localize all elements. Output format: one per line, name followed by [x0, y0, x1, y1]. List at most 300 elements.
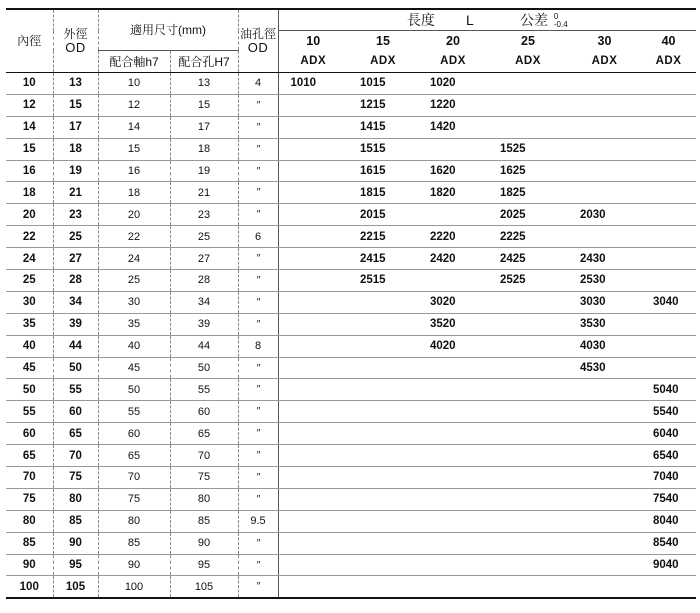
part-number-cell-L20: [418, 270, 488, 292]
inner-diameter-cell: 24: [6, 248, 53, 270]
part-number-cell-L40: 8040: [641, 510, 696, 532]
part-number-cell-L30: 2530: [568, 270, 641, 292]
header-shaft: [98, 51, 170, 73]
hole-H7-cell: 28: [170, 270, 238, 292]
part-number-cell-L15: [348, 445, 418, 467]
tolerance-upper: 0: [553, 12, 559, 22]
hole-H7-cell: 50: [170, 357, 238, 379]
oil-hole-cell: ″: [238, 379, 278, 401]
table-row: [6, 554, 696, 576]
hole-H7-cell: 21: [170, 182, 238, 204]
outer-diameter-cell: 90: [53, 532, 98, 554]
part-number-cell-L15: [348, 554, 418, 576]
outer-diameter-cell: 27: [53, 248, 98, 270]
series-header-10: ADX: [278, 51, 348, 73]
shaft-h7-cell: 16: [98, 160, 170, 182]
part-number-cell-L15: [348, 488, 418, 510]
part-number-cell-L30: [568, 488, 641, 510]
shaft-h7-cell: 55: [98, 401, 170, 423]
part-number-cell-L25: [488, 379, 568, 401]
series-header-30: ADX: [568, 51, 641, 73]
part-number-cell-L25: 1625: [488, 160, 568, 182]
hole-H7-cell: 17: [170, 116, 238, 138]
hole-H7-cell: 70: [170, 445, 238, 467]
part-number-cell-L25: [488, 335, 568, 357]
inner-diameter-cell: 25: [6, 270, 53, 292]
header-outer-od-label: OD: [65, 40, 86, 55]
header-outer-diameter: [53, 9, 98, 73]
part-number-cell-L10: [278, 379, 348, 401]
part-number-cell-L25: 2425: [488, 248, 568, 270]
part-number-cell-L15: 1615: [348, 160, 418, 182]
part-number-cell-L25: 2525: [488, 270, 568, 292]
oil-hole-cell: ″: [238, 423, 278, 445]
oil-hole-cell: ″: [238, 182, 278, 204]
part-number-cell-L20: 1220: [418, 94, 488, 116]
part-number-cell-L40: [641, 160, 696, 182]
part-number-cell-L20: [418, 423, 488, 445]
part-number-cell-L25: [488, 467, 568, 489]
part-number-cell-L15: 1415: [348, 116, 418, 138]
hole-H7-cell: 34: [170, 291, 238, 313]
part-number-cell-L20: 2220: [418, 226, 488, 248]
inner-diameter-cell: 40: [6, 335, 53, 357]
part-number-cell-L40: [641, 270, 696, 292]
outer-diameter-cell: 28: [53, 270, 98, 292]
part-number-cell-L20: 1420: [418, 116, 488, 138]
inner-diameter-cell: 45: [6, 357, 53, 379]
hole-H7-cell: 105: [170, 576, 238, 598]
shaft-h7-cell: 75: [98, 488, 170, 510]
hole-H7-cell: 44: [170, 335, 238, 357]
header-oil-od-label: OD: [247, 40, 269, 55]
table-row: [6, 94, 696, 116]
part-number-cell-L15: 1515: [348, 138, 418, 160]
shaft-h7-cell: 45: [98, 357, 170, 379]
hole-H7-cell: 90: [170, 532, 238, 554]
header-inner-diameter: [6, 9, 53, 73]
part-number-cell-L20: [418, 554, 488, 576]
oil-hole-cell: ″: [238, 248, 278, 270]
length-header-10: 10: [306, 33, 321, 48]
inner-diameter-cell: 75: [6, 488, 53, 510]
part-number-cell-L20: [418, 532, 488, 554]
outer-diameter-cell: 105: [53, 576, 98, 598]
part-number-cell-L40: [641, 226, 696, 248]
header-inner-label: 內徑: [17, 34, 42, 48]
part-number-cell-L10: [278, 291, 348, 313]
hole-H7-cell: 75: [170, 467, 238, 489]
part-number-cell-L15: 1015: [348, 73, 418, 95]
length-header-20: 20: [446, 33, 460, 48]
table-row: [6, 313, 696, 335]
part-number-cell-L20: [418, 510, 488, 532]
part-number-cell-L25: 1825: [488, 182, 568, 204]
oil-hole-cell: ″: [238, 94, 278, 116]
part-number-cell-L25: [488, 423, 568, 445]
part-number-cell-L20: 3520: [418, 313, 488, 335]
part-number-cell-L10: [278, 510, 348, 532]
hole-H7-cell: 65: [170, 423, 238, 445]
oil-hole-cell: ″: [238, 467, 278, 489]
table-row: [6, 335, 696, 357]
part-number-cell-L25: [488, 532, 568, 554]
oil-hole-cell: ″: [238, 270, 278, 292]
table-row: [6, 73, 696, 95]
outer-diameter-cell: 80: [53, 488, 98, 510]
part-number-cell-L25: [488, 510, 568, 532]
oil-hole-cell: ″: [238, 488, 278, 510]
hole-H7-cell: 13: [170, 73, 238, 95]
part-number-cell-L40: 3040: [641, 291, 696, 313]
length-header-40: 40: [661, 33, 676, 48]
part-number-cell-L30: 2430: [568, 248, 641, 270]
part-number-cell-L40: [641, 357, 696, 379]
table-body: [6, 73, 696, 598]
inner-diameter-cell: 55: [6, 401, 53, 423]
part-number-cell-L15: [348, 532, 418, 554]
part-number-cell-L30: [568, 554, 641, 576]
bushing-size-table: [6, 8, 696, 599]
part-number-cell-L30: [568, 510, 641, 532]
part-number-cell-L30: [568, 445, 641, 467]
outer-diameter-cell: 23: [53, 204, 98, 226]
table-row: [6, 160, 696, 182]
shaft-h7-cell: 80: [98, 510, 170, 532]
inner-diameter-cell: 80: [6, 510, 53, 532]
part-number-cell-L30: 3030: [568, 291, 641, 313]
part-number-cell-L40: 6540: [641, 445, 696, 467]
part-number-cell-L40: 9040: [641, 554, 696, 576]
outer-diameter-cell: 25: [53, 226, 98, 248]
part-number-cell-L15: [348, 335, 418, 357]
part-number-cell-L10: [278, 116, 348, 138]
inner-diameter-cell: 14: [6, 116, 53, 138]
part-number-cell-L10: [278, 226, 348, 248]
part-number-cell-L40: [641, 138, 696, 160]
part-number-cell-L30: 2030: [568, 204, 641, 226]
inner-diameter-cell: 15: [6, 138, 53, 160]
outer-diameter-cell: 75: [53, 467, 98, 489]
part-number-cell-L20: [418, 445, 488, 467]
header-length-group: [278, 9, 696, 31]
table-row: [6, 379, 696, 401]
header-fit-size: [98, 9, 238, 51]
part-number-cell-L30: [568, 160, 641, 182]
oil-hole-cell: ″: [238, 204, 278, 226]
header-oil-label: 油孔徑: [239, 27, 276, 41]
oil-hole-cell: ″: [238, 116, 278, 138]
part-number-cell-L10: [278, 532, 348, 554]
part-number-cell-L30: 3530: [568, 313, 641, 335]
part-number-cell-L40: [641, 576, 696, 598]
shaft-h7-cell: 22: [98, 226, 170, 248]
part-number-cell-L20: 1020: [418, 73, 488, 95]
header-shaft-label: 配合軸h7: [109, 54, 159, 69]
oil-hole-cell: ″: [238, 576, 278, 598]
part-number-cell-L25: [488, 313, 568, 335]
part-number-cell-L10: [278, 445, 348, 467]
table-row: [6, 576, 696, 598]
hole-H7-cell: 85: [170, 510, 238, 532]
part-number-cell-L25: [488, 73, 568, 95]
table-row: [6, 423, 696, 445]
shaft-h7-cell: 30: [98, 291, 170, 313]
outer-diameter-cell: 15: [53, 94, 98, 116]
part-number-cell-L10: [278, 554, 348, 576]
sub-header-row: [6, 51, 696, 73]
shaft-h7-cell: 10: [98, 73, 170, 95]
inner-diameter-cell: 30: [6, 291, 53, 313]
oil-hole-cell: ″: [238, 313, 278, 335]
part-number-cell-L20: [418, 379, 488, 401]
series-header-40: ADX: [641, 51, 696, 73]
shaft-h7-cell: 60: [98, 423, 170, 445]
outer-diameter-cell: 39: [53, 313, 98, 335]
outer-diameter-cell: 85: [53, 510, 98, 532]
part-number-cell-L15: [348, 510, 418, 532]
shaft-h7-cell: 24: [98, 248, 170, 270]
oil-hole-cell: 4: [238, 73, 278, 95]
part-number-cell-L15: [348, 423, 418, 445]
part-number-cell-L20: [418, 576, 488, 598]
part-number-cell-L20: [418, 467, 488, 489]
table-row: [6, 116, 696, 138]
header-outer-label: 外徑: [63, 27, 88, 41]
part-number-cell-L30: 4530: [568, 357, 641, 379]
part-number-cell-L10: [278, 357, 348, 379]
part-number-cell-L15: [348, 379, 418, 401]
inner-diameter-cell: 10: [6, 73, 53, 95]
part-number-cell-L10: [278, 576, 348, 598]
shaft-h7-cell: 40: [98, 335, 170, 357]
part-number-cell-L40: [641, 313, 696, 335]
shaft-h7-cell: 15: [98, 138, 170, 160]
part-number-cell-L40: 6040: [641, 423, 696, 445]
hole-H7-cell: 27: [170, 248, 238, 270]
shaft-h7-cell: 70: [98, 467, 170, 489]
part-number-cell-L30: [568, 401, 641, 423]
part-number-cell-L10: [278, 248, 348, 270]
part-number-cell-L10: [278, 182, 348, 204]
part-number-cell-L15: [348, 467, 418, 489]
table-row: [6, 488, 696, 510]
table-row: [6, 204, 696, 226]
part-number-cell-L20: [418, 401, 488, 423]
outer-diameter-cell: 60: [53, 401, 98, 423]
part-number-cell-L40: [641, 94, 696, 116]
tolerance-lower: -0.4: [553, 20, 568, 30]
part-number-cell-L40: [641, 116, 696, 138]
inner-diameter-cell: 60: [6, 423, 53, 445]
hole-H7-cell: 15: [170, 94, 238, 116]
bushing-size-table-container: [6, 8, 696, 599]
oil-hole-cell: 8: [238, 335, 278, 357]
part-number-cell-L10: [278, 160, 348, 182]
part-number-cell-L10: [278, 204, 348, 226]
inner-diameter-cell: 50: [6, 379, 53, 401]
inner-diameter-cell: 20: [6, 204, 53, 226]
oil-hole-cell: ″: [238, 138, 278, 160]
part-number-cell-L40: 7040: [641, 467, 696, 489]
part-number-cell-L10: [278, 138, 348, 160]
length-header-15: 15: [376, 33, 390, 48]
part-number-cell-L40: [641, 204, 696, 226]
outer-diameter-cell: 44: [53, 335, 98, 357]
table-row: [6, 291, 696, 313]
part-number-cell-L20: [418, 357, 488, 379]
part-number-cell-L30: [568, 423, 641, 445]
part-number-cell-L25: [488, 116, 568, 138]
part-number-cell-L20: [418, 138, 488, 160]
table-row: [6, 445, 696, 467]
part-number-cell-L25: 1525: [488, 138, 568, 160]
oil-hole-cell: ″: [238, 357, 278, 379]
shaft-h7-cell: 90: [98, 554, 170, 576]
part-number-cell-L20: 1620: [418, 160, 488, 182]
header-hole-label: 配合孔H7: [178, 54, 230, 69]
part-number-cell-L15: 2515: [348, 270, 418, 292]
part-number-cell-L20: [418, 488, 488, 510]
hole-H7-cell: 19: [170, 160, 238, 182]
part-number-cell-L40: [641, 248, 696, 270]
table-row: [6, 226, 696, 248]
oil-hole-cell: ″: [238, 445, 278, 467]
part-number-cell-L25: [488, 554, 568, 576]
part-number-cell-L10: [278, 94, 348, 116]
outer-diameter-cell: 65: [53, 423, 98, 445]
part-number-cell-L30: [568, 182, 641, 204]
inner-diameter-cell: 85: [6, 532, 53, 554]
table-row: [6, 401, 696, 423]
oil-hole-cell: 6: [238, 226, 278, 248]
outer-diameter-cell: 19: [53, 160, 98, 182]
part-number-cell-L25: [488, 576, 568, 598]
part-number-cell-L10: [278, 401, 348, 423]
part-number-cell-L30: [568, 379, 641, 401]
oil-hole-cell: ″: [238, 532, 278, 554]
part-number-cell-L10: [278, 488, 348, 510]
outer-diameter-cell: 50: [53, 357, 98, 379]
length-header-30: 30: [597, 33, 612, 48]
part-number-cell-L40: [641, 73, 696, 95]
part-number-cell-L15: [348, 291, 418, 313]
table-row: [6, 270, 696, 292]
inner-diameter-cell: 12: [6, 94, 53, 116]
part-number-cell-L30: [568, 467, 641, 489]
part-number-cell-L15: 1815: [348, 182, 418, 204]
part-number-cell-L30: [568, 138, 641, 160]
hole-H7-cell: 80: [170, 488, 238, 510]
part-number-cell-L15: 2215: [348, 226, 418, 248]
shaft-h7-cell: 65: [98, 445, 170, 467]
part-number-cell-L10: [278, 423, 348, 445]
shaft-h7-cell: 12: [98, 94, 170, 116]
shaft-h7-cell: 25: [98, 270, 170, 292]
part-number-cell-L10: [278, 467, 348, 489]
part-number-cell-L10: 1010: [278, 73, 348, 95]
outer-diameter-cell: 55: [53, 379, 98, 401]
hole-H7-cell: 39: [170, 313, 238, 335]
part-number-cell-L30: [568, 226, 641, 248]
length-header-25: 25: [521, 33, 535, 48]
outer-diameter-cell: 17: [53, 116, 98, 138]
header-length-title: 長度: [406, 12, 435, 28]
part-number-cell-L30: 4030: [568, 335, 641, 357]
shaft-h7-cell: 20: [98, 204, 170, 226]
table-row: [6, 182, 696, 204]
shaft-h7-cell: 18: [98, 182, 170, 204]
inner-diameter-cell: 70: [6, 467, 53, 489]
part-number-cell-L30: [568, 73, 641, 95]
part-number-cell-L30: [568, 576, 641, 598]
outer-diameter-cell: 34: [53, 291, 98, 313]
part-number-cell-L20: 3020: [418, 291, 488, 313]
part-number-cell-L40: 7540: [641, 488, 696, 510]
part-number-cell-L20: [418, 204, 488, 226]
shaft-h7-cell: 14: [98, 116, 170, 138]
table-row: [6, 248, 696, 270]
header-fit-label: 適用尺寸(mm): [130, 23, 206, 37]
header-tolerance-label: 公差: [519, 12, 548, 28]
header-length-symbol: L: [466, 12, 474, 28]
part-number-cell-L15: 2015: [348, 204, 418, 226]
part-number-cell-L40: [641, 335, 696, 357]
shaft-h7-cell: 85: [98, 532, 170, 554]
inner-diameter-cell: 18: [6, 182, 53, 204]
hole-H7-cell: 23: [170, 204, 238, 226]
table-row: [6, 138, 696, 160]
part-number-cell-L25: [488, 488, 568, 510]
hole-H7-cell: 55: [170, 379, 238, 401]
part-number-cell-L15: [348, 313, 418, 335]
part-number-cell-L40: 8540: [641, 532, 696, 554]
hole-H7-cell: 95: [170, 554, 238, 576]
series-header-20: ADX: [418, 51, 488, 73]
part-number-cell-L15: [348, 576, 418, 598]
outer-diameter-cell: 18: [53, 138, 98, 160]
table-row: [6, 532, 696, 554]
outer-diameter-cell: 13: [53, 73, 98, 95]
part-number-cell-L25: [488, 94, 568, 116]
outer-diameter-cell: 21: [53, 182, 98, 204]
series-header-25: ADX: [488, 51, 568, 73]
part-number-cell-L10: [278, 313, 348, 335]
part-number-cell-L25: [488, 401, 568, 423]
part-number-cell-L20: 1820: [418, 182, 488, 204]
table-row: [6, 467, 696, 489]
part-number-cell-L10: [278, 335, 348, 357]
table-row: [6, 357, 696, 379]
inner-diameter-cell: 90: [6, 554, 53, 576]
header-oil-hole: [238, 9, 278, 73]
part-number-cell-L20: 2420: [418, 248, 488, 270]
outer-diameter-cell: 95: [53, 554, 98, 576]
part-number-cell-L15: [348, 401, 418, 423]
part-number-cell-L30: [568, 116, 641, 138]
part-number-cell-L40: 5540: [641, 401, 696, 423]
oil-hole-cell: 9.5: [238, 510, 278, 532]
part-number-cell-L40: 5040: [641, 379, 696, 401]
part-number-cell-L30: [568, 532, 641, 554]
part-number-cell-L15: 2415: [348, 248, 418, 270]
part-number-cell-L15: 1215: [348, 94, 418, 116]
hole-H7-cell: 18: [170, 138, 238, 160]
inner-diameter-cell: 65: [6, 445, 53, 467]
hole-H7-cell: 25: [170, 226, 238, 248]
hole-H7-cell: 60: [170, 401, 238, 423]
inner-diameter-cell: 100: [6, 576, 53, 598]
